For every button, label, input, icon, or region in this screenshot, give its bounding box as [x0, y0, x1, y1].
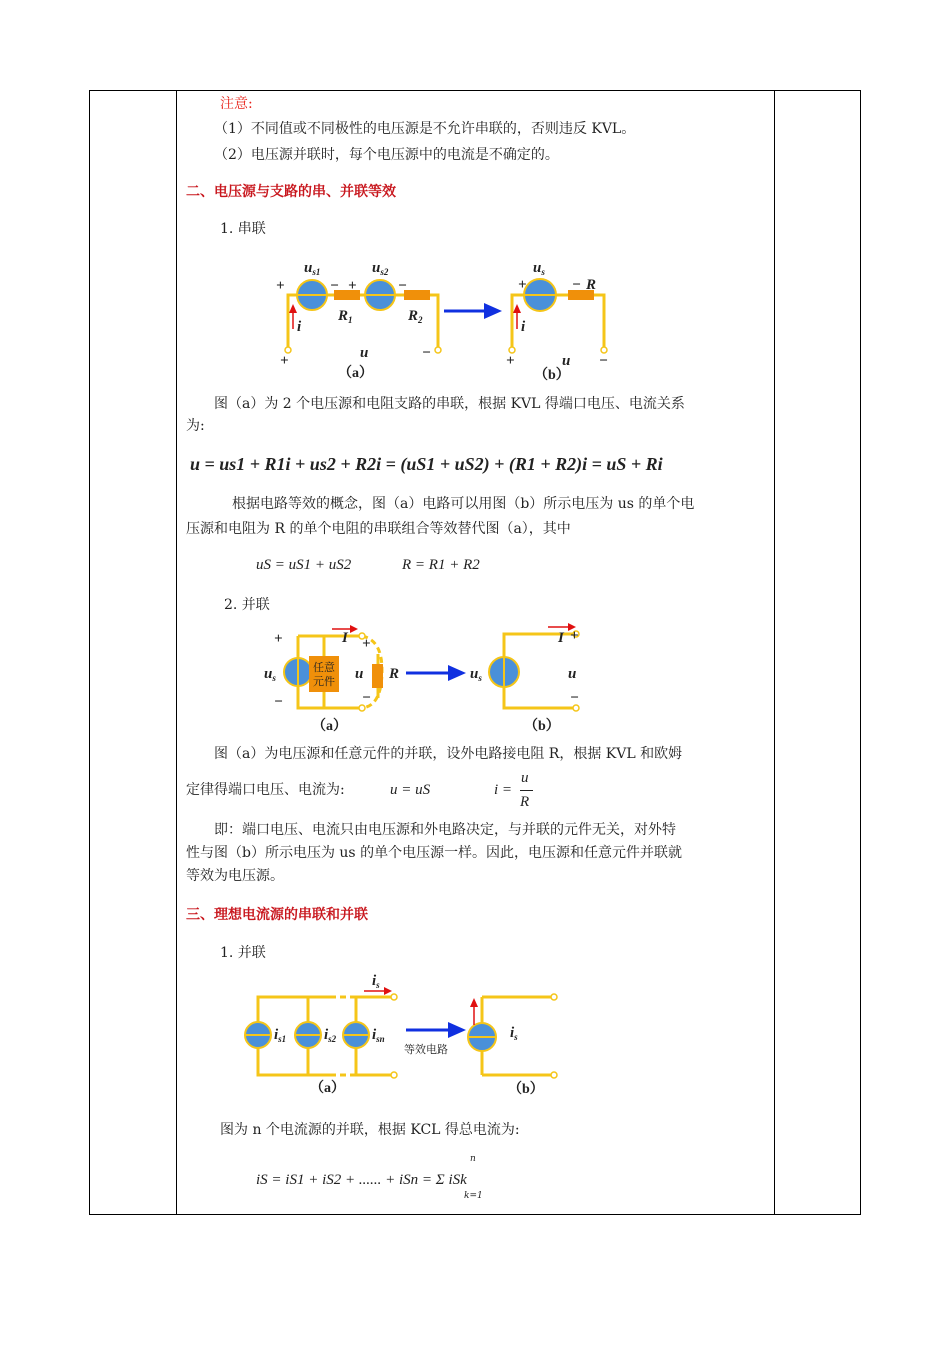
- figure-caption-a: （a）: [338, 366, 373, 381]
- paragraph-equivalence-1: 根据电路等效的概念，图（a）电路可以用图（b）所示电压为 us 的单个电: [232, 496, 695, 512]
- voltage-source-icon: [524, 279, 556, 311]
- resistor-icon: [404, 290, 430, 300]
- svg-text:i: i: [297, 319, 302, 335]
- sum-lower-limit: k=1: [464, 1191, 483, 1201]
- svg-text:−: −: [398, 278, 408, 294]
- svg-text:u: u: [562, 353, 571, 369]
- column-divider-right: [774, 91, 775, 1214]
- svg-text:us: $u_s$: [264, 666, 276, 683]
- svg-text:u: u: [355, 666, 364, 682]
- figure-caption-b: （b）: [524, 719, 560, 734]
- element-label-1: 任意: [313, 661, 335, 674]
- section-heading-3: 三、理想电流源的串联和并联: [186, 907, 368, 923]
- svg-text:us2: $u_{s2}$: [372, 260, 389, 277]
- resistor-icon: [372, 664, 383, 688]
- series-circuit-figure: [272, 253, 632, 383]
- svg-text:us: $u_s$: [533, 260, 545, 277]
- parallel-title: 2. 并联: [224, 597, 270, 613]
- section-heading-2: 二、电压源与支路的串、并联等效: [186, 184, 396, 200]
- svg-text:−: −: [362, 690, 372, 706]
- paragraph-parallel-1: 图（a）为电压源和任意元件的并联，设外电路接电阻 R，根据 KVL 和欧姆: [214, 746, 683, 762]
- svg-text:−: −: [599, 353, 609, 369]
- svg-text:+: +: [276, 278, 285, 294]
- paragraph-conclusion-2: 性与图（b）所示电压为 us 的单个电压源一样。因此，电压源和任意元件并联就: [186, 845, 683, 861]
- svg-text:−: −: [570, 690, 580, 706]
- note-item-2: （2）电压源并联时，每个电压源中的电流是不确定的。: [214, 147, 559, 163]
- figure-caption-a: （a）: [310, 1081, 345, 1096]
- main-content: [176, 90, 774, 1215]
- svg-text:u: u: [568, 666, 577, 682]
- svg-text:i: i: [521, 319, 526, 335]
- current-source-icon: [468, 1023, 496, 1051]
- equation-u-us: u = uS: [390, 782, 431, 798]
- paragraph-series-2: 为:: [186, 418, 205, 434]
- series-title: 1. 串联: [220, 221, 266, 237]
- svg-text:is: $i_s$: [372, 973, 380, 990]
- svg-text:+: +: [274, 631, 283, 647]
- svg-text:I: I: [342, 630, 348, 646]
- svg-text:−: −: [422, 345, 432, 361]
- equation-i-left: i =: [494, 782, 513, 798]
- svg-text:+: +: [348, 278, 357, 294]
- equation-r-sum: R = R1 + R2: [402, 557, 480, 573]
- element-label-2: 元件: [313, 675, 335, 688]
- svg-text:us1: $u_{s1}$: [304, 260, 321, 277]
- current-source-icon: [295, 1022, 321, 1048]
- figure-caption-b: （b）: [508, 1082, 544, 1097]
- current-source-parallel-figure: [236, 975, 576, 1095]
- svg-text:R1: $R_1$: [338, 308, 353, 325]
- equation-i-denominator: R: [520, 794, 530, 810]
- svg-text:+: +: [570, 628, 579, 644]
- paragraph-kcl: 图为 n 个电流源的并联，根据 KCL 得总电流为:: [220, 1122, 520, 1138]
- paragraph-conclusion-3: 等效为电压源。: [186, 868, 284, 884]
- voltage-source-icon: [365, 280, 395, 310]
- svg-text:us: $u_s$: [470, 666, 482, 683]
- equivalence-arrow-icon: [406, 665, 466, 681]
- fraction-bar: [520, 790, 533, 791]
- svg-text:is1: $i_{s1}$: [274, 1027, 287, 1044]
- svg-text:−: −: [330, 278, 340, 294]
- svg-text:R: R: [586, 277, 597, 293]
- voltage-source-icon: [297, 280, 327, 310]
- figure-caption-b: （b）: [534, 368, 570, 383]
- svg-text:+: +: [518, 277, 527, 293]
- paragraph-parallel-2: 定律得端口电压、电流为:: [186, 782, 345, 798]
- current-arrow-icon: [332, 623, 576, 633]
- sum-upper-limit: n: [470, 1154, 476, 1164]
- paragraph-series-1: 图（a）为 2 个电压源和电阻支路的串联，根据 KVL 得端口电压、电流关系: [214, 396, 685, 412]
- equation-us-sum: uS = uS1 + uS2: [256, 557, 352, 573]
- voltage-source-icon: [284, 658, 312, 686]
- current-arrow-icon: [364, 987, 478, 1025]
- svg-text:R: R: [389, 666, 400, 682]
- svg-text:−: −: [274, 694, 284, 710]
- note-item-1: （1）不同值或不同极性的电压源是不允许串联的，否则违反 KVL。: [214, 121, 636, 137]
- svg-text:−: −: [572, 277, 582, 293]
- paragraph-conclusion-1: 即：端口电压、电流只由电压源和外电路决定，与并联的元件无关，对外特: [214, 822, 676, 838]
- equation-kcl-sum: iS = iS1 + iS2 + ...... + iSn = Σ iSk: [256, 1172, 467, 1188]
- svg-text:u: u: [360, 345, 369, 361]
- equivalence-arrow-icon: [444, 303, 502, 319]
- svg-text:+: +: [362, 636, 371, 652]
- svg-text:isn: $i_{sn}$: [372, 1027, 385, 1044]
- svg-text:is: $i_s$: [510, 1025, 518, 1042]
- figure-caption-a: （a）: [312, 719, 347, 734]
- svg-text:is2: $i_{s2}$: [324, 1027, 337, 1044]
- current-source-icon: [343, 1022, 369, 1048]
- voltage-source-icon: [489, 657, 519, 687]
- equation-series-kvl: u = us1 + R1i + us2 + R2i = (uS1 + uS2) + (R1 + R2)i = uS + Ri: [190, 454, 663, 474]
- current-source-icon: [245, 1022, 271, 1048]
- svg-text:+: +: [280, 353, 289, 369]
- current-parallel-title: 1. 并联: [220, 945, 266, 961]
- equation-i-numerator: u: [521, 770, 529, 786]
- svg-text:+: +: [506, 353, 515, 369]
- svg-text:I: I: [558, 630, 564, 646]
- equivalent-circuit-label: 等效电路: [404, 1043, 448, 1056]
- equivalence-arrow-icon: [406, 1022, 466, 1038]
- parallel-circuit-figure: [258, 626, 598, 741]
- svg-text:R2: $R_2$: [408, 308, 423, 325]
- paragraph-equivalence-2: 压源和电阻为 R 的单个电阻的串联组合等效替代图（a），其中: [186, 521, 571, 537]
- note-title: 注意:: [220, 96, 253, 112]
